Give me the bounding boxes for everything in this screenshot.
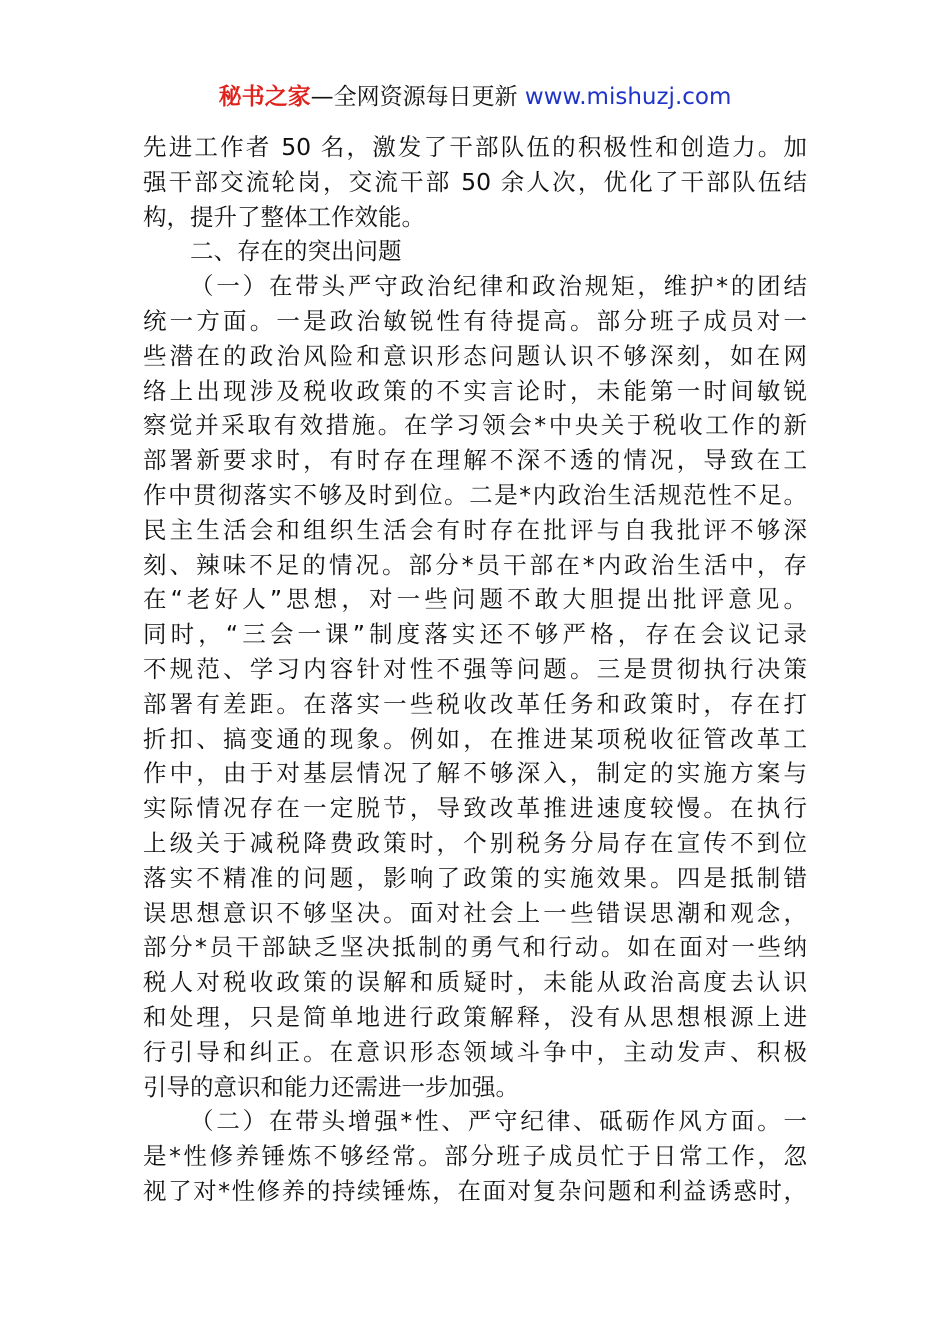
- page-header: [0, 80, 950, 114]
- header-url-link[interactable]: www.mishuzj.com: [524, 84, 732, 110]
- body-line: 税人对税收政策的误解和质疑时，未能从政治高度去认识: [143, 968, 807, 997]
- body-line: 和处理，只是简单地进行政策解释，没有从思想根源上进: [143, 1002, 807, 1031]
- body-line: 统一方面。一是政治敏锐性有待提高。部分班子成员对一: [143, 306, 807, 335]
- body-line: 作中，由于对基层情况了解不够深入，制定的实施方案与: [143, 759, 807, 788]
- body-line: 是*性修养锤炼不够经常。部分班子成员忙于日常工作，忽: [143, 1142, 807, 1171]
- body-line: 察觉并采取有效措施。在学习领会*中央关于税收工作的新: [143, 411, 807, 440]
- body-line: 落实不精准的问题，影响了政策的实施效果。四是抵制错: [143, 863, 807, 892]
- body-line: 络上出现涉及税收政策的不实言论时，未能第一时间敏锐: [143, 376, 807, 405]
- header-brand: 秘书之家: [218, 84, 311, 110]
- body-line: 民主生活会和组织生活会有时存在批评与自我批评不够深: [143, 515, 807, 544]
- body-line: 部署新要求时，有时存在理解不深不透的情况，导致在工: [143, 446, 807, 475]
- body-line: 同时，“三会一课”制度落实还不够严格，存在会议记录: [143, 620, 807, 649]
- subsection-heading-line: （一）在带头严守政治纪律和政治规矩，维护*的团结: [190, 272, 807, 301]
- body-line: 构，提升了整体工作效能。: [143, 202, 425, 231]
- body-line: 上级关于减税降费政策时，个别税务分局存在宣传不到位: [143, 828, 807, 857]
- body-line: 在“老好人”思想，对一些问题不敢大胆提出批评意见。: [143, 585, 807, 614]
- body-line: 引导的意识和能力还需进一步加强。: [143, 1072, 519, 1101]
- body-line: 强干部交流轮岗，交流干部 50 余人次，优化了干部队伍结: [143, 167, 807, 196]
- section-heading: 二、存在的突出问题: [190, 237, 402, 266]
- body-line: 部分*员干部缺乏坚决抵制的勇气和行动。如在面对一些纳: [143, 933, 807, 962]
- body-line: 折扣、搞变通的现象。例如，在推进某项税收征管改革工: [143, 724, 807, 753]
- body-line: 部署有差距。在落实一些税收改革任务和政策时，存在打: [143, 689, 807, 718]
- body-line: 作中贯彻落实不够及时到位。二是*内政治生活规范性不足。: [143, 480, 807, 509]
- body-line: 刻、辣味不足的情况。部分*员干部在*内政治生活中，存: [143, 550, 807, 579]
- document-body: [143, 130, 807, 1209]
- body-line: 视了对*性修养的持续锤炼，在面对复杂问题和利益诱惑时，: [143, 1176, 807, 1205]
- body-line: 实际情况存在一定脱节，导致改革推进速度较慢。在执行: [143, 794, 807, 823]
- body-line: 不规范、学习内容针对性不强等问题。三是贯彻执行决策: [143, 654, 807, 683]
- body-line: 行引导和纠正。在意识形态领域斗争中，主动发声、积极: [143, 1037, 807, 1066]
- header-tagline: —全网资源每日更新: [310, 84, 518, 110]
- body-line: 误思想意识不够坚决。面对社会上一些错误思潮和观念，: [143, 898, 807, 927]
- body-line: 先进工作者 50 名，激发了干部队伍的积极性和创造力。加: [143, 133, 807, 161]
- subsection-heading-line: （二）在带头增强*性、严守纪律、砥砺作风方面。一: [190, 1107, 807, 1136]
- body-line: 些潜在的政治风险和意识形态问题认识不够深刻，如在网: [143, 341, 807, 370]
